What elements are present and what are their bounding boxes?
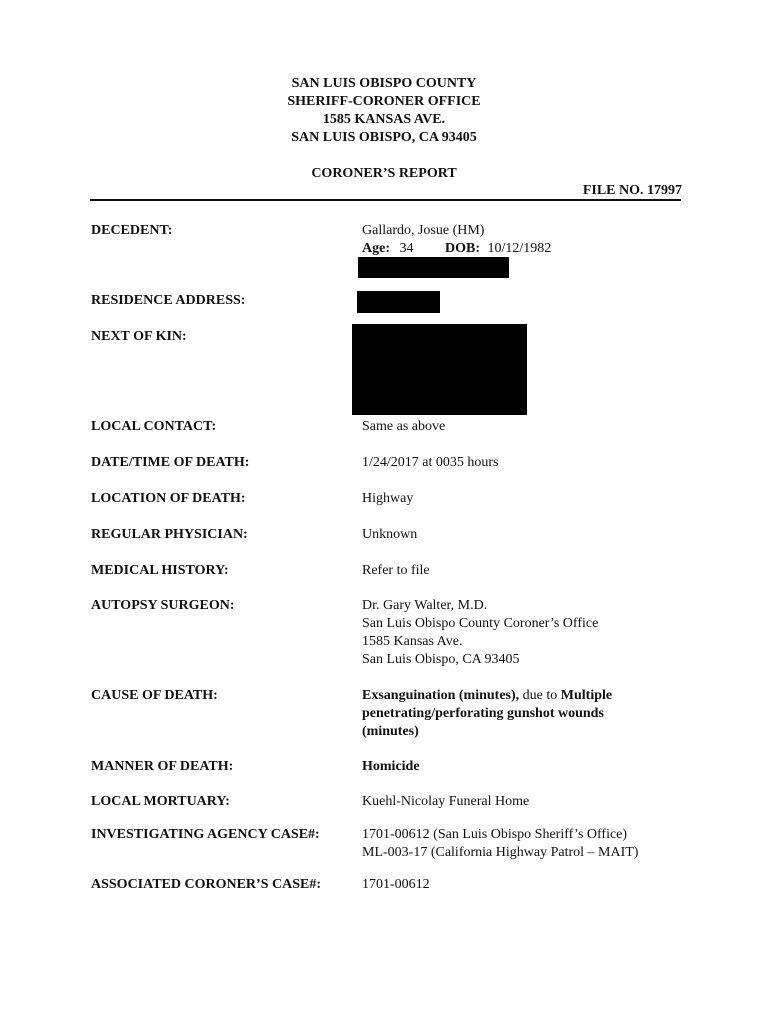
local-contact-label: LOCAL CONTACT: xyxy=(91,419,217,434)
dob-value: 10/12/1982 xyxy=(487,241,552,256)
agency-case-2: ML-003-17 (California Highway Patrol – MAIT) xyxy=(362,845,639,860)
redaction-box-next-of-kin xyxy=(352,324,527,415)
datetime-label: DATE/TIME OF DEATH: xyxy=(91,455,250,470)
cause-of-death-label: CAUSE OF DEATH: xyxy=(91,688,218,703)
office-city: SAN LUIS OBISPO, CA 93405 xyxy=(291,130,477,145)
redaction-box-residence xyxy=(357,291,440,313)
office-name: SHERIFF-CORONER OFFICE xyxy=(287,94,481,109)
decedent-name: Gallardo, Josue (HM) xyxy=(362,223,485,238)
cause-line-2: penetrating/perforating gunshot wounds xyxy=(362,706,604,721)
redaction-box-decedent xyxy=(358,257,509,278)
location-value: Highway xyxy=(362,491,414,506)
mortuary-label: LOCAL MORTUARY: xyxy=(91,794,230,809)
associated-case-label: ASSOCIATED CORONER’S CASE#: xyxy=(91,877,322,892)
manner-value: Homicide xyxy=(362,759,420,774)
age-value: 34 xyxy=(399,241,414,256)
next-of-kin-label: NEXT OF KIN: xyxy=(91,329,187,344)
mortuary-value: Kuehl-Nicolay Funeral Home xyxy=(362,794,530,809)
cause-connector: due to xyxy=(519,688,561,703)
cause-primary: Exsanguination (minutes), xyxy=(362,688,520,703)
dob-label: DOB: xyxy=(445,241,480,256)
local-contact-value: Same as above xyxy=(362,419,446,434)
surgeon-street: 1585 Kansas Ave. xyxy=(362,634,463,649)
file-number: FILE NO. 17997 xyxy=(582,183,682,198)
investigating-agency-label: INVESTIGATING AGENCY CASE#: xyxy=(91,827,320,842)
associated-case-value: 1701-00612 xyxy=(362,877,430,892)
surgeon-name: Dr. Gary Walter, M.D. xyxy=(362,598,488,613)
manner-label: MANNER OF DEATH: xyxy=(91,759,234,774)
location-label: LOCATION OF DEATH: xyxy=(91,491,246,506)
header-divider xyxy=(90,199,681,201)
office-street: 1585 KANSAS AVE. xyxy=(322,112,446,127)
decedent-label: DECEDENT: xyxy=(91,223,173,238)
agency-case-1: 1701-00612 (San Luis Obispo Sheriff’s Office) xyxy=(362,827,628,842)
medical-history-value: Refer to file xyxy=(362,563,430,578)
autopsy-surgeon-label: AUTOPSY SURGEON: xyxy=(91,598,235,613)
datetime-value: 1/24/2017 at 0035 hours xyxy=(362,455,499,470)
agency-name: SAN LUIS OBISPO COUNTY xyxy=(291,76,477,91)
cause-line-3: (minutes) xyxy=(362,724,419,739)
cause-secondary-start: Multiple xyxy=(560,688,613,703)
age-dob-row xyxy=(362,240,551,258)
age-label: Age: xyxy=(362,241,390,256)
surgeon-city: San Luis Obispo, CA 93405 xyxy=(362,652,520,667)
medical-history-label: MEDICAL HISTORY: xyxy=(91,563,229,578)
cause-line-1 xyxy=(362,687,612,705)
surgeon-office: San Luis Obispo County Coroner’s Office xyxy=(362,616,599,631)
physician-label: REGULAR PHYSICIAN: xyxy=(91,527,248,542)
report-title: CORONER’S REPORT xyxy=(311,166,457,181)
physician-value: Unknown xyxy=(362,527,418,542)
residence-label: RESIDENCE ADDRESS: xyxy=(91,293,246,308)
